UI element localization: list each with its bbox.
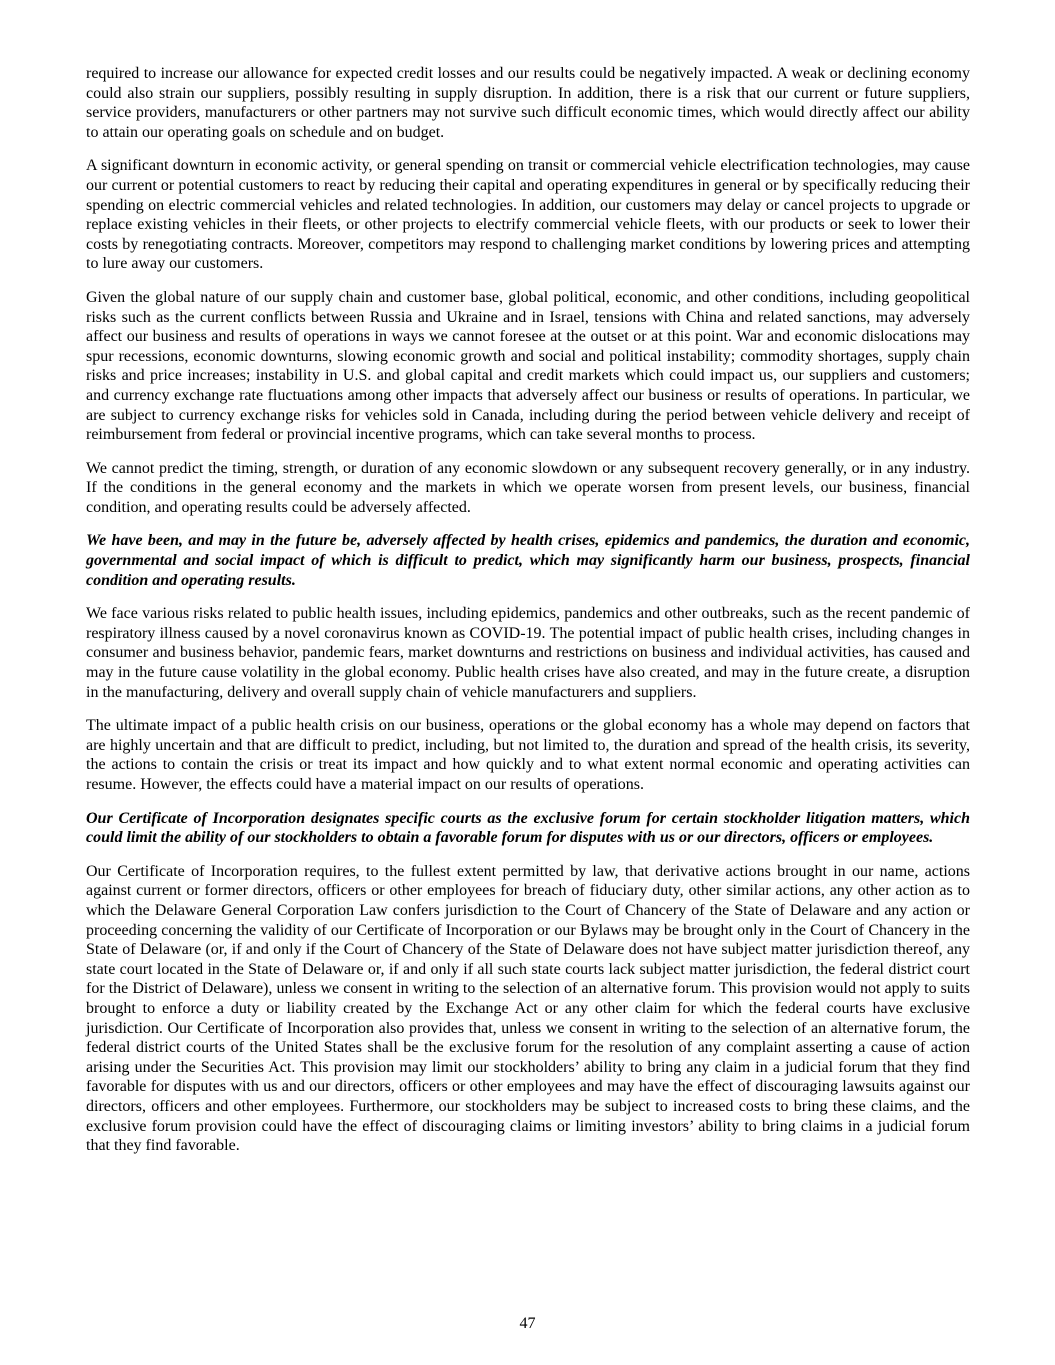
section-heading: We have been, and may in the future be, adversely affected by health crises, epidemics and pandemics, the duration and economic, governmental and social impact of which is difficult to predict, which may significantly harm our business, prospects, financial condition and operating results.	[86, 532, 970, 589]
paragraph: We face various risks related to public health issues, including epidemics, pandemics and other outbreaks, such as the recent pandemic of respiratory illness caused by a novel coronavirus known as COVID-19. The potential impact of public health crises, including changes in consumer and business behavior, pandemic fears, market downturns and restrictions on business and individual activities, has caused and may in the future cause volatility in the global economy. Public health crises have also created, and may in the future create, a disruption in the manufacturing, delivery and overall supply chain of vehicle manufacturers and suppliers.	[86, 605, 970, 701]
paragraph: required to increase our allowance for expected credit losses and our results could be negatively impacted. A weak or declining economy could also strain our suppliers, possibly resulting in supply disruption. In addition, there is a risk that our current or future suppliers, service providers, manufacturers or other partners may not survive such difficult economic times, which would directly affect our ability to attain our operating goals on schedule and on budget.	[86, 65, 970, 141]
page-number: 47	[519, 1315, 536, 1332]
paragraph: We cannot predict the timing, strength, or duration of any economic slowdown or any subsequent recovery generally, or in any industry. If the conditions in the general economy and the markets in which we operate worsen from present levels, our business, financial condition, and operating results could be adversely affected.	[86, 459, 970, 516]
paragraph: Given the global nature of our supply chain and customer base, global political, economic, and other conditions, including geopolitical risks such as the current conflicts between Russia and Ukraine and in Israel, tensions with China and related sanctions, may adversely affect our business and results of operations in ways we cannot foresee at the outset or at this point. War and economic dislocations may spur recessions, economic downturns, slowing economic growth and social and political instability; commodity shortages, supply chain risks and price increases; instability in U.S. and global capital and credit markets which could impact us, our suppliers and customers; and currency exchange rate fluctuations among other impacts that adversely affect our business or results of operations. In particular, we are subject to currency exchange risks for vehicles sold in Canada, including during the period between vehicle delivery and receipt of reimbursement from federal or provincial incentive programs, which can take several months to process.	[86, 288, 970, 444]
document-body	[86, 64, 970, 1170]
section-heading: Our Certificate of Incorporation designates specific courts as the exclusive forum for certain stockholder litigation matters, which could limit the ability of our stockholders to obtain a favorable forum for disputes with us or our directors, officers or employees.	[86, 809, 970, 847]
paragraph: Our Certificate of Incorporation requires, to the fullest extent permitted by law, that derivative actions brought in our name, actions against current or former directors, officers or other employees for breach of fiduciary duty, other similar actions, any other action as to which the Delaware General Corporation Law confers jurisdiction to the Court of Chancery of the State of Delaware and any action or proceeding concerning the validity of our Certificate of Incorporation or our Bylaws may be brought only in the Court of Chancery in the State of Delaware (or, if and only if the Court of Chancery of the State of Delaware does not have subject matter jurisdiction thereof, any state court located in the State of Delaware or, if and only if all such state courts lack subject matter jurisdiction, the federal district court for the District of Delaware), unless we consent in writing to the selection of an alternative forum. This provision would not apply to suits brought to enforce a duty or liability created by the Exchange Act or any other claim for which the federal courts have exclusive jurisdiction. Our Certificate of Incorporation also provides that, unless we consent in writing to the selection of an alternative forum, the federal district courts of the United States shall be the exclusive forum for the resolution of any complaint asserting a cause of action arising under the Securities Act. This provision may limit our stockholders’ ability to bring any claim in a judicial forum that they find favorable for disputes with us and our directors, officers or other employees and may have the effect of discouraging lawsuits against our directors, officers and other employees. Furthermore, our stockholders may be subject to increased costs to bring these claims, and the exclusive forum provision could have the effect of discouraging claims or limiting investors’ ability to bring claims in a judicial forum that they find favorable.	[86, 862, 970, 1155]
paragraph: A significant downturn in economic activity, or general spending on transit or commercial vehicle electrification technologies, may cause our current or potential customers to react by reducing their capital and operating expenditures in general or by specifically reducing their spending on electric commercial vehicles and related technologies. In addition, our customers may delay or cancel projects to upgrade or replace existing vehicles in their fleets, or other projects to electrify commercial vehicle fleets, with our products or seek to lower their costs by renegotiating contracts. Moreover, competitors may respond to challenging market conditions by lowering prices and attempting to lure away our customers.	[86, 157, 970, 273]
paragraph: The ultimate impact of a public health crisis on our business, operations or the global economy has a whole may depend on factors that are highly uncertain and that are difficult to predict, including, but not limited to, the duration and spread of the health crisis, its severity, the actions to contain the crisis or treat its impact and how quickly and to what extent normal economic and operating activities can resume. However, the effects could have a material impact on our results of operations.	[86, 717, 970, 793]
